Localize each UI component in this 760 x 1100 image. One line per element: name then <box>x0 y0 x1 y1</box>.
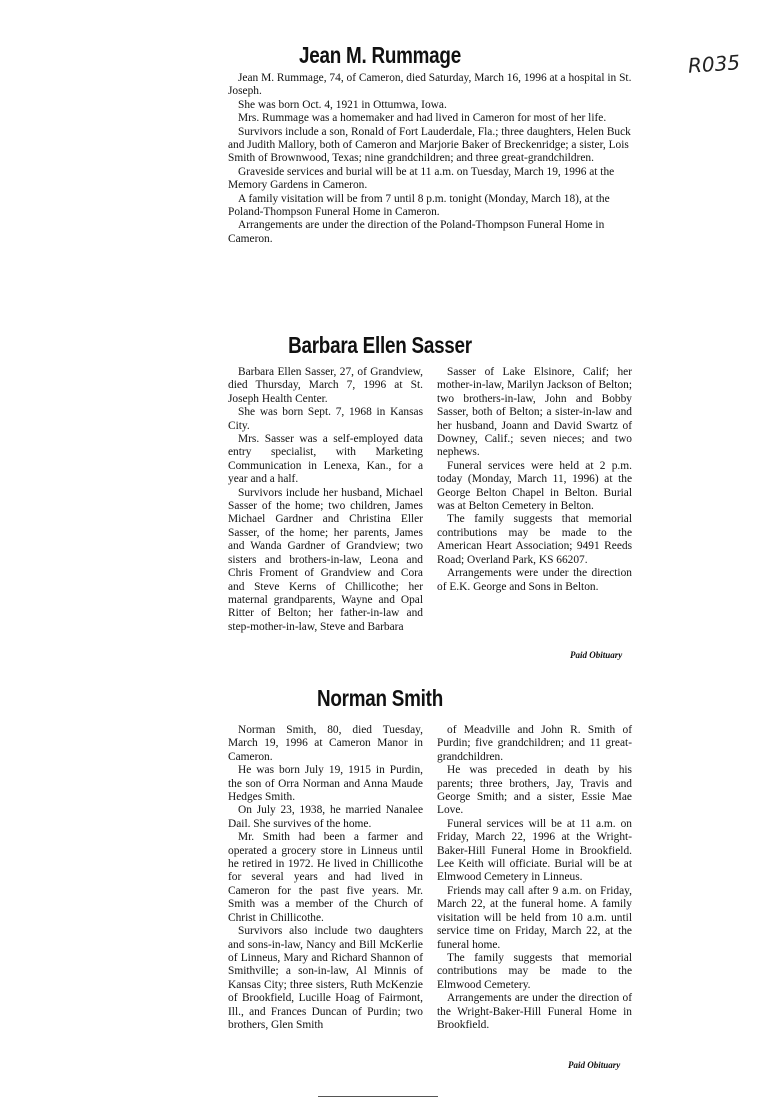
obituary-smith-column-1 <box>228 724 423 1032</box>
obituary-body-rummage <box>228 72 638 246</box>
paragraph: Mr. Smith had been a farmer and operated a grocery store in Linneus until he retired in 1972. He lived in Chillicothe for several years and had lived in Cameron for the past five years. Mr. Smith was a member of the Church of Christ in Chillicothe. <box>228 831 423 924</box>
paragraph: Arrangements are under the direction of the Wright-Baker-Hill Funeral Home in Brookfield. <box>437 992 632 1031</box>
paragraph: She was born Sept. 7, 1968 in Kansas City. <box>228 406 423 432</box>
paragraph: Survivors include her husband, Michael Sasser of the home; two children, James Michael Gardner and Christina Eller Sasser, of the home; her parents, James and Wanda Gardner of Grandview; two sisters and brothers-in-law, Leona and Chris Froment of Grandview and Cora and Steve Kerns of Chillicothe; her maternal grandparents, Wayne and Opal Ritter of Belton; her father-in-law and step-mother-in-law, Steve and Barbara <box>228 486 423 633</box>
obituary-title-sasser: Barbara Ellen Sasser <box>288 332 472 358</box>
paragraph: of Meadville and John R. Smith of Purdin; five grandchildren; and 11 great-grandchildren. <box>437 724 632 763</box>
paragraph: Funeral services were held at 2 p.m. today (Monday, March 11, 1996) at the George Belton Chapel in Belton. Burial was at Belton Cemetery in Belton. <box>437 459 632 513</box>
paragraph: The family suggests that memorial contributions may be made to the American Heart Association; 9491 Reeds Road; Overland Park, KS 66207. <box>437 513 632 566</box>
paragraph: The family suggests that memorial contributions may be made to the Elmwood Cemetery. <box>437 951 632 991</box>
paragraph: Jean M. Rummage, 74, of Cameron, died Saturday, March 16, 1996 at a hospital in St. Joseph. <box>228 72 632 98</box>
paragraph: Arrangements are under the direction of the Poland-Thompson Funeral Home in Cameron. <box>228 219 605 245</box>
paragraph: Sasser of Lake Elsinore, Calif; her mother-in-law, Marilyn Jackson of Belton; two brothers-in-law, John and Bobby Sasser, both of Belton; a sister-in-law and her husband, Joann and David Swartz of Downey, Calif.; seven nieces; and two nephews. <box>437 366 632 459</box>
obituary-title-smith: Norman Smith <box>317 685 443 711</box>
paragraph: Mrs. Rummage was a homemaker and had lived in Cameron for most of her life. <box>238 112 607 125</box>
paragraph: Survivors also include two daughters and sons-in-law, Nancy and Bill McKerlie of Linneus, Mary and Richard Shannon of Smithville; a son-in-law, Al Minnis of Kansas City; three sisters, Ruth McKenzie of Brookfield, Lucille Hoag of Fairmont, Ill., and Frances Duncan of Purdin; two brothers, Glen Smith <box>228 925 423 1031</box>
paragraph: She was born Oct. 4, 1921 in Ottumwa, Iowa. <box>238 98 447 111</box>
paragraph: He was preceded in death by his parents; three brothers, Jay, Travis and George Smith; and a sister, Essie Mae Love. <box>437 764 632 817</box>
paragraph: Arrangements were under the direction of E.K. George and Sons in Belton. <box>437 567 632 593</box>
obituary-smith-column-2 <box>437 724 632 1032</box>
paragraph: Barbara Ellen Sasser, 27, of Grandview, died Thursday, March 7, 1996 at St. Joseph Health Center. <box>228 366 423 405</box>
bottom-divider <box>318 1096 438 1097</box>
paragraph: Survivors include a son, Ronald of Fort Lauderdale, Fla.; three daughters, Helen Buck and Judith Mallory, both of Cameron and Marjorie Baker of Breckenridge; a sister, Lois Smith of Brownwood, Texas; nine grandchildren; and three great-grandchildren. <box>228 125 631 165</box>
obituary-sasser-column-1 <box>228 366 423 634</box>
paragraph: On July 23, 1938, he married Nanalee Dail. She survives of the home. <box>228 804 423 830</box>
paragraph: Norman Smith, 80, died Tuesday, March 19, 1996 at Cameron Manor in Cameron. <box>228 724 423 763</box>
paid-obituary-label: Paid Obituary <box>568 1060 621 1070</box>
paragraph: He was born July 19, 1915 in Purdin, the son of Orra Norman and Anna Maude Hedges Smith. <box>228 764 423 804</box>
handwritten-margin-note: R035 <box>687 50 741 78</box>
paragraph: Mrs. Sasser was a self-employed data entry specialist, with Marketing Communication in Lenexa, Kan., for a year and a half. <box>228 433 423 486</box>
paragraph: Graveside services and burial will be at 11 a.m. on Tuesday, March 19, 1996 at the Memory Gardens in Cameron. <box>228 165 615 192</box>
paragraph: A family visitation will be from 7 until 8 p.m. tonight (Monday, March 18), at the Poland-Thompson Funeral Home in Cameron. <box>228 192 610 219</box>
obituary-title-rummage: Jean M. Rummage <box>299 42 461 68</box>
paid-obituary-label: Paid Obituary <box>570 650 623 660</box>
paragraph: Friends may call after 9 a.m. on Friday, March 22, at the funeral home. A family visitation will be held from 10 a.m. until service time on Friday, March 22, at the funeral home. <box>437 884 632 951</box>
obituary-sasser-column-2 <box>437 366 632 594</box>
paragraph: Funeral services will be at 11 a.m. on Friday, March 22, 1996 at the Wright-Baker-Hill Funeral Home in Brookfield. Lee Keith will officiate. Burial will be at Elmwood Cemetery in Linneus. <box>437 817 632 884</box>
